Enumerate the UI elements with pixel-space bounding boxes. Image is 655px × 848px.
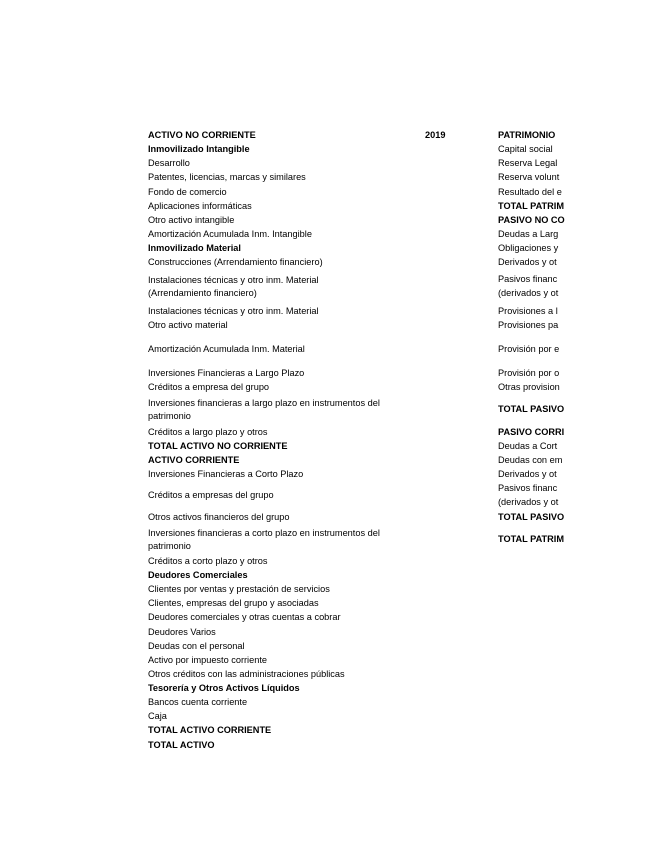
year-header: 2019 (425, 130, 446, 140)
right-row: TOTAL PASIVO (498, 512, 565, 522)
right-row: Reserva Legal (498, 158, 558, 168)
right-row: Provisión por o (498, 368, 560, 378)
right-row: Resultado del e (498, 187, 562, 197)
right-row: Derivados y ot (498, 257, 557, 267)
right-row: Provisiones pa (498, 320, 559, 330)
right-row: Deudas a Cort (498, 441, 558, 451)
right-row: Deudas a Larg (498, 229, 559, 239)
section-title-activo-no-corriente: ACTIVO NO CORRIENTE (148, 130, 256, 140)
right-row: Deudas con em (498, 455, 563, 465)
right-row: Obligaciones y (498, 243, 559, 253)
right-row: Derivados y ot (498, 469, 557, 479)
right-row: PASIVO NO CO (498, 215, 565, 225)
section-title-patrimonio: PATRIMONIO (498, 130, 556, 140)
right-row: Provisiones a l (498, 306, 558, 316)
balance-sheet: ACTIVO NO CORRIENTE 2019 PATRIMONIO Inmovilizado Intangible Desarrollo Patentes, licencias, marcas y similares Fondo de comercio Aplicaciones informáticas Otro activo intangible Amortización Acumulada Inm. Intangible Inmovilizado Material Construcciones (Arrendamiento financiero) Instalaciones técnicas y otro inm. Material (Arrendamiento financiero) Instalaciones técnicas y otro inm. Material Otro activo material Amortización Acumulada Inm. Material Inversiones Financieras a Largo Plazo Créditos a empresa del grupo Inversiones financieras a largo plazo en instrumentos del patrimonio Créditos a largo plazo y otros TOTAL ACTIVO NO CORRIENTE ACTIVO CORRIENTE Inversiones Financieras a Corto Plazo Créditos a empresas del grupo Otros activos financieros del grupo Inversiones financieras a corto plazo en instrumentos del patrimonio Créditos a corto plazo y otros Deudores Comerciales Clientes por ventas y prestación de servicios Clientes, empresas del grupo y asociadas Deudores comerciales y otras cuentas a cobrar Deudores Varios Deudas con el personal Activo por impuesto corriente Otros créditos con las administraciones públicas Tesorería y Otros Activos Líquidos Bancos cuenta corriente Caja TOTAL ACTIVO CORRIENTE TOTAL ACTIVO Capital social Reserva Legal Reserva volunt Resultado del e TOTAL PATRIM PASIVO NO CO Deudas a Larg Obligaciones y Derivados y ot Pasivos financ (derivados y ot Provisiones a l Provisiones pa Provisión por e Provisión por o Otras provision TOTAL PASIVO PASIVO CORRI Deudas a Cort Deudas con em Derivados y ot Pasivos financ (derivados y ot TOTAL PASIVO TOTAL PATRIM (0, 0, 655, 848)
right-row: (derivados y ot (498, 497, 559, 507)
right-row: Capital social (498, 144, 553, 154)
right-row: TOTAL PATRIM (498, 534, 565, 544)
right-row: Otras provision (498, 382, 560, 392)
right-row: PASIVO CORRI (498, 427, 565, 437)
right-row: Pasivos financ (498, 274, 558, 284)
right-row: Provisión por e (498, 344, 560, 354)
right-row: Reserva volunt (498, 172, 560, 182)
right-row: (derivados y ot (498, 288, 559, 298)
right-row: TOTAL PASIVO (498, 404, 565, 414)
right-row: TOTAL PATRIM (498, 201, 565, 211)
right-row: Pasivos financ (498, 483, 558, 493)
